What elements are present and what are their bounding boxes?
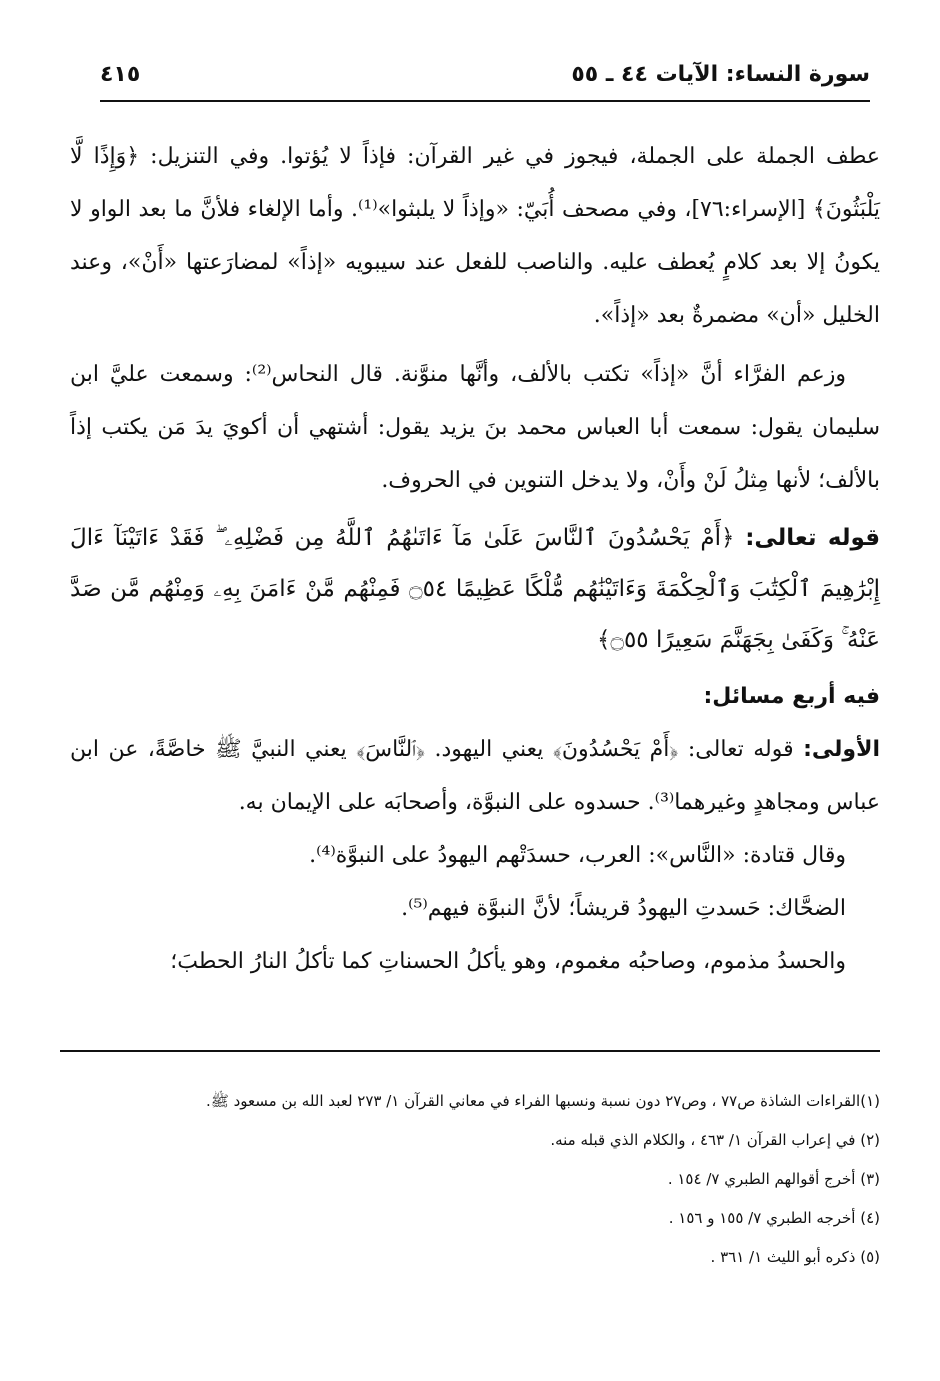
footnotes [70,1085,880,1280]
issue-first-text: قوله تعالى: ﴿أَمْ يَحْسُدُونَ﴾ يعني اليهود. ﴿ٱلنَّاسَ﴾ يعني النبيَّ ﷺ خاصَّةً، عن ابن عباس ومجاهدٍ وغيرهما⁽³⁾. حسدوه على النبوَّة، وأصحابَه على الإيمان به. [70,737,880,815]
section-heading: فيه أربع مسائل: [703,684,880,709]
running-header-title: سورة النساء: الآيات ٤٤ ـ ٥٥ [571,62,870,87]
quran-verse-block [70,513,880,666]
paragraph-envy: والحسدُ مذموم، وصاحبُه مغموم، وهو يأكلُ الحسناتِ كما تأكلُ النارُ الحطبَ؛ [170,949,846,974]
paragraph-1: عطف الجملة على الجملة، فيجوز في غير القرآن: فإذاً لا يُؤتوا. وفي التنزيل: ﴿وَإِذًا لَّا يَلْبَثُونَ﴾ [الإسراء:٧٦]، وفي مصحف أُبَيّ: «وإذاً لا يلبثوا»⁽¹⁾. وأما الإلغاء فلأنَّ ما بعد الواو لا يكونُ إلا بعد كلامٍ يُعطف عليه. والناصب للفعل عند سيبويه «إذاً» لمضارَعتها «أَنْ»، وعند الخليل «أن» مضمرةٌ بعد «إذاً». [70,144,880,328]
quran-verse: ﴿أَمْ يَحْسُدُونَ ٱلنَّاسَ عَلَىٰ مَآ ءَاتَىٰهُمُ ٱللَّهُ مِن فَضْلِهِۦ ۖ فَقَدْ ءَاتَيْنَآ ءَالَ إِبْرَٰهِيمَ ٱلْكِتَٰبَ وَٱلْحِكْمَةَ وَءَاتَيْنَٰهُم مُّلْكًا عَظِيمًا ۝٥٤ فَمِنْهُم مَّنْ ءَامَنَ بِهِۦ وَمِنْهُم مَّن صَدَّ عَنْهُ ۚ وَكَفَىٰ بِجَهَنَّمَ سَعِيرًا ۝٥٥﴾ [70,525,881,653]
issue-first [70,723,880,829]
paragraph-qatada: وقال قتادة: «النَّاس»: العرب، حسدَتْهم اليهودُ على النبوَّة⁽⁴⁾. [309,843,846,868]
main-text [70,130,880,988]
footnote-3: (٣) أخرج أقوالهم الطبري ٧/ ١٥٤ . [667,1170,880,1188]
issue-first-lead: الأولى: [803,737,880,762]
verse-lead: قوله تعالى: [745,525,880,551]
footnote-4: (٤) أخرجه الطبري ٧/ ١٥٥ و ١٥٦ . [668,1209,880,1227]
running-header [100,62,870,98]
page-number: ٤١٥ [100,62,141,87]
footnote-1: (١)القراءات الشاذة ص٧٧ ، وص٢٧ دون نسبة ونسبها الفراء في معاني القرآن ١/ ٢٧٣ لعبد الله بن مسعود ﷺ. [205,1092,880,1110]
footnote-5: (٥) ذكره أبو الليث ١/ ٣٦١ . [710,1248,880,1266]
header-divider [100,100,870,102]
paragraph-2: وزعم الفرَّاء أنَّ «إذاً» تكتب بالألف، وأنَّها منوَّنة. قال النحاس⁽²⁾: وسمعت عليَّ ابن سليمان يقول: سمعت أبا العباس محمد بنَ يزيد يقول: أشتهي أن أكويَ يدَ مَن يكتب إذاً بالألف؛ لأنها مِثلُ لَنْ وأَنْ، ولا يدخل التنوين في الحروف. [70,362,880,493]
footnote-2: (٢) في إعراب القرآن ١/ ٤٦٣ ، والكلام الذي قبله منه. [550,1131,880,1149]
footnote-divider [60,1050,880,1052]
paragraph-dahhak: الضحَّاك: حَسدتِ اليهودُ قريشاً؛ لأنَّ النبوَّة فيهم⁽⁵⁾. [401,896,846,921]
